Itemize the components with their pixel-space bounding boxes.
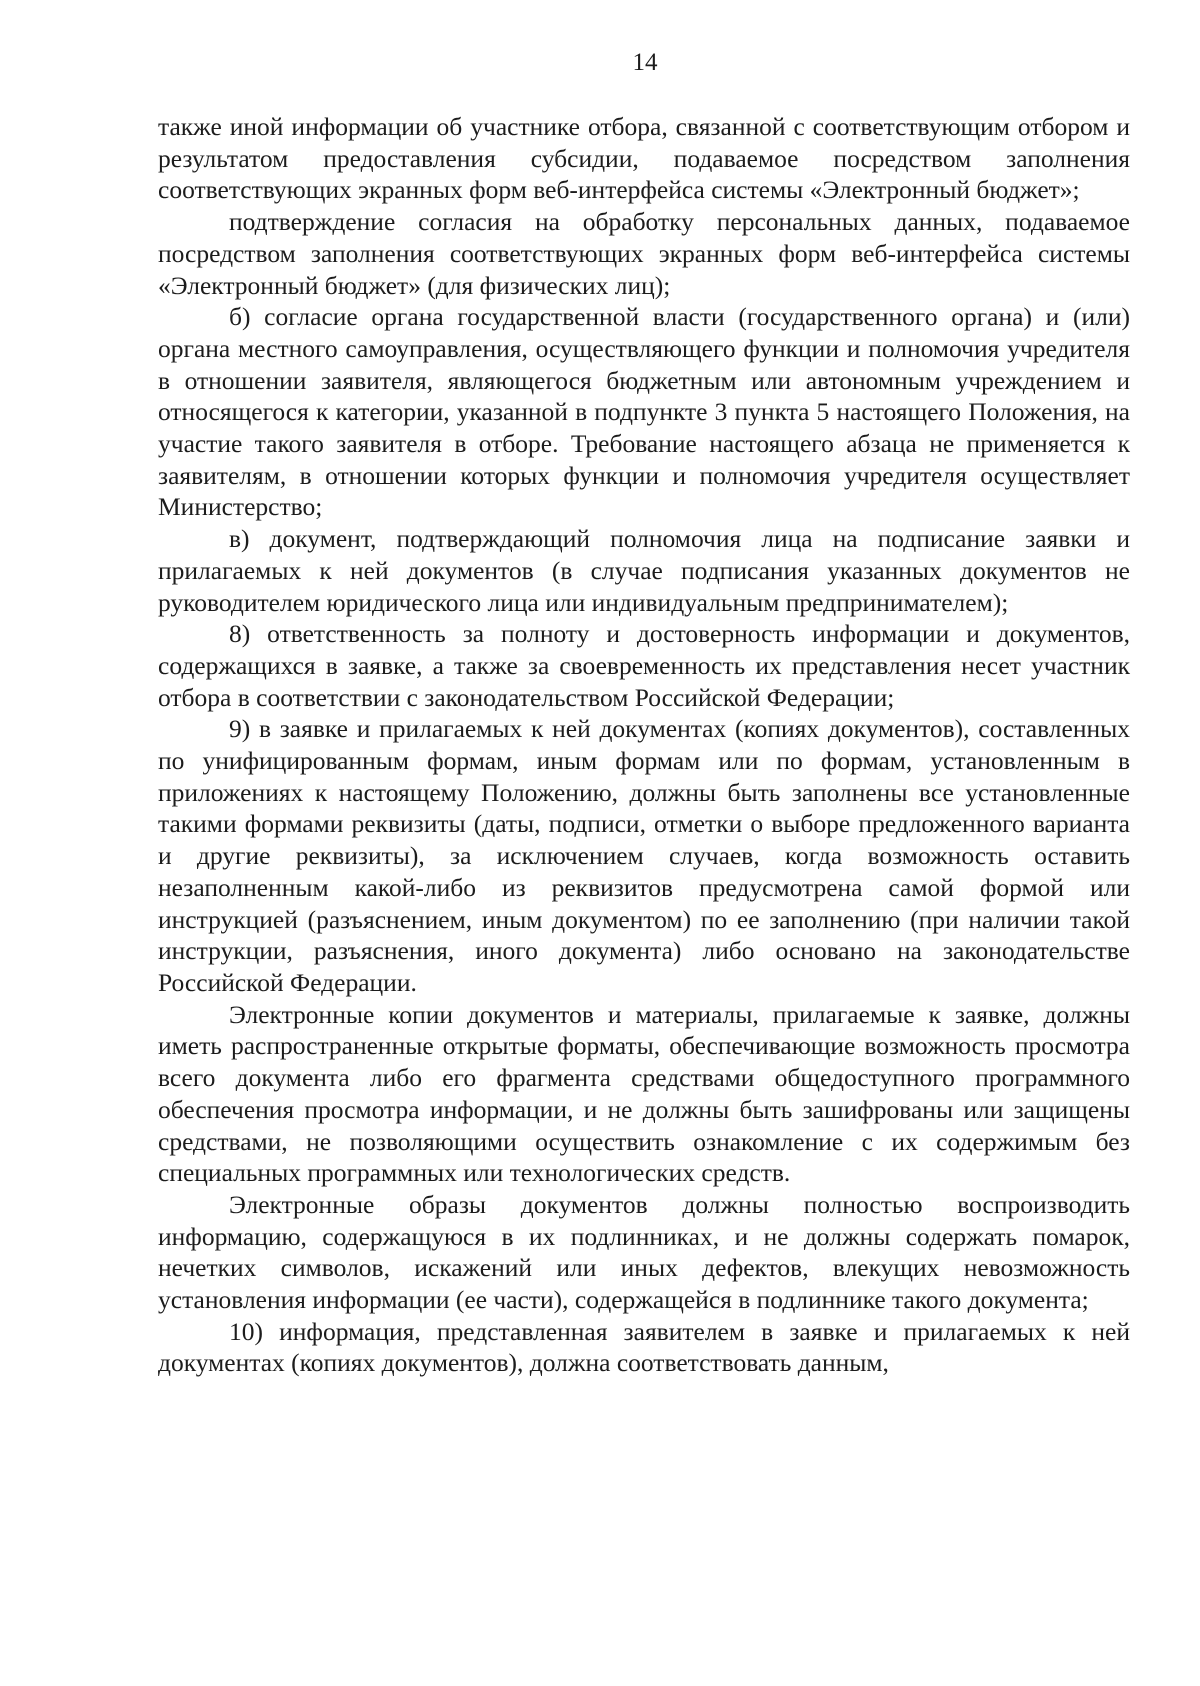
paragraph-personal-data-consent: подтверждение согласия на обработку персональных данных, подаваемое посредством заполнения соответствующих экранных форм веб-интерфейса системы «Электронный бюджет» (для физических лиц); xyxy=(158,207,1130,300)
paragraph-item-b: б) согласие органа государственной власти (государственного органа) и (или) органа местного самоуправления, осуществляющего функции и полномочия учредителя в отношении заявителя, являющегося бюджетным или автономным учреждением и относящегося к категории, указанной в подпункте 3 пункта 5 настоящего Положения, на участие такого заявителя в отборе. Требование настоящего абзаца не применяется к заявителям, в отношении которых функции и полномочия учредителя осуществляет Министерство; xyxy=(158,302,1130,522)
page-number: 14 xyxy=(632,49,658,76)
paragraph-item-v: в) документ, подтверждающий полномочия лица на подписание заявки и прилагаемых к ней документов (в случае подписания указанных документов не руководителем юридического лица или индивидуальным предпринимателем); xyxy=(158,524,1130,617)
paragraph-continuation: также иной информации об участнике отбора, связанной с соответствующим отбором и результатом предоставления субсидии, подаваемое посредством заполнения соответствующих экранных форм веб-интерфейса системы «Электронный бюджет»; xyxy=(158,112,1130,205)
paragraph-item-8: 8) ответственность за полноту и достоверность информации и документов, содержащихся в заявке, а также за своевременность их представления несет участник отбора в соответствии с законодательством Российской Федерации; xyxy=(158,619,1130,712)
paragraph-electronic-images: Электронные образы документов должны полностью воспроизводить информацию, содержащуюся в их подлинниках, и не должны содержать помарок, нечетких символов, искажений или иных дефектов, влекущих невозможность установления информации (ее части), содержащейся в подлиннике такого документа; xyxy=(158,1189,1130,1315)
document-body xyxy=(158,111,1130,1379)
paragraph-item-9: 9) в заявке и прилагаемых к ней документах (копиях документов), составленных по унифицированным формам, иным формам или по формам, установленным в приложениях к настоящему Положению, должны быть заполнены все установленные такими формами реквизиты (даты, подписи, отметки о выборе предложенного варианта и другие реквизиты), за исключением случаев, когда возможность оставить незаполненным какой-либо из реквизитов предусмотрена самой формой или инструкцией (разъяснением, иным документом) по ее заполнению (при наличии такой инструкции, разъяснения, иного документа) либо основано на законодательстве Российской Федерации. xyxy=(158,714,1130,997)
paragraph-item-10: 10) информация, представленная заявителем в заявке и прилагаемых к ней документах (копиях документов), должна соответствовать данным, xyxy=(158,1316,1130,1378)
paragraph-electronic-copies: Электронные копии документов и материалы, прилагаемые к заявке, должны иметь распространенные открытые форматы, обеспечивающие возможность просмотра всего документа либо его фрагмента средствами общедоступного программного обеспечения просмотра информации, и не должны быть зашифрованы или защищены средствами, не позволяющими осуществить ознакомление с их содержимым без специальных программных или технологических средств. xyxy=(158,999,1130,1188)
